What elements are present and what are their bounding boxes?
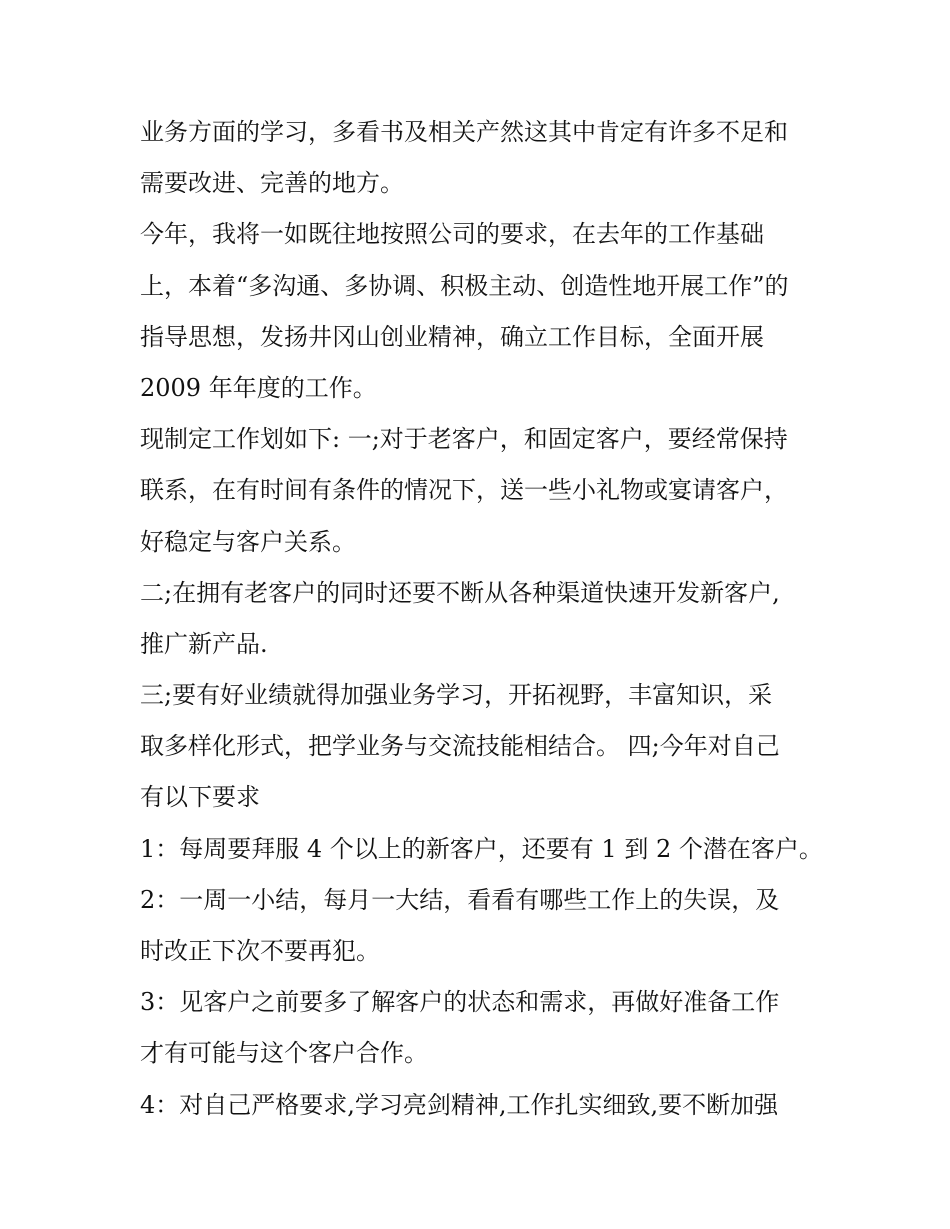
text-line: 取多样化形式，把学业务与交流技能相结合。 四;今年对自己 (140, 732, 780, 761)
text-line: 需要改进、完善的地方。 (140, 169, 404, 198)
text-line: 二;在拥有老客户的同时还要不断从各种渠道快速开发新客户, (140, 578, 780, 607)
text-line: 2009 年年度的工作。 (140, 373, 377, 402)
text-line: 1：每周要拜服 4 个以上的新客户，还要有 1 到 2 个潜在客户。 (140, 834, 823, 863)
text-line: 业务方面的学习，多看书及相关产然这其中肯定有许多不足和 (140, 118, 788, 146)
text-line: 现制定工作划如下: 一;对于老客户，和固定客户，要经常保持 (140, 425, 788, 454)
text-line: 4：对自己严格要求,学习亮剑精神,工作扎实细致,要不断加强 (140, 1090, 779, 1119)
text-line: 有以下要求 (140, 783, 260, 812)
text-line: 今年，我将一如既往地按照公司的要求，在去年的工作基础 (140, 220, 764, 249)
text-line: 好稳定与客户关系。 (140, 527, 356, 556)
text-line: 上，本着“多沟通、多协调、积极主动、创造性地开展工作”的 (140, 271, 789, 300)
text-line: 指导思想，发扬井冈山创业精神，确立工作目标，全面开展 (140, 322, 764, 351)
text-line: 三;要有好业绩就得加强业务学习，开拓视野，丰富知识，采 (140, 681, 773, 710)
text-line: 2：一周一小结，每月一大结，看看有哪些工作上的失误，及 (140, 885, 780, 914)
document-body (140, 107, 823, 1131)
text-line: 才有可能与这个客户合作。 (140, 1039, 428, 1068)
text-line: 推广新产品. (140, 629, 268, 658)
text-line: 时改正下次不要再犯。 (140, 937, 380, 965)
text-line: 联系，在有时间有条件的情况下，送一些小礼物或宴请客户， (140, 476, 788, 505)
text-line: 3：见客户之前要多了解客户的状态和需求，再做好准备工作 (140, 988, 780, 1017)
